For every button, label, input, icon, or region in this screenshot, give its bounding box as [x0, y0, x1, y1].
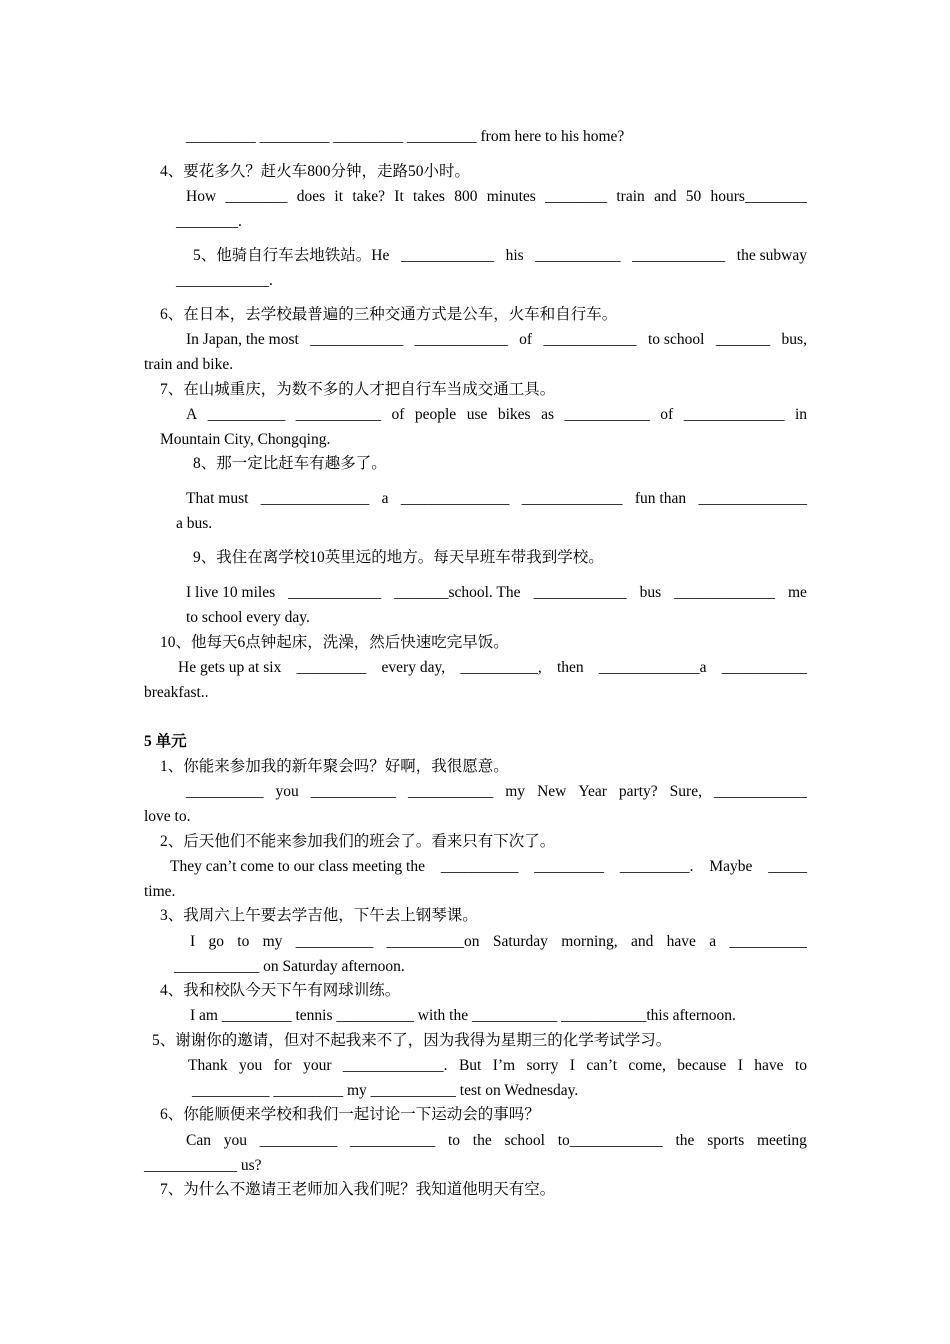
word: then: [556, 659, 584, 676]
word: have: [666, 933, 696, 950]
q8-chinese: 8、那一定比赶车有趣多了。: [193, 455, 387, 472]
word: the: [675, 1132, 695, 1149]
word: the: [472, 1132, 492, 1149]
u5-chinese: 5、谢谢你的邀请，但对不起我来不了，因为我得为星期三的化学考试学习。: [152, 1032, 672, 1049]
word: __________on: [386, 933, 480, 950]
word: go: [208, 933, 224, 950]
word: _________: [296, 659, 367, 676]
word: ____________: [400, 247, 494, 264]
word: for: [273, 1057, 292, 1074]
word: to: [237, 933, 250, 950]
word: in: [794, 406, 807, 423]
q7-english-line2: Mountain City, Chongqing.: [160, 431, 331, 448]
q10-english-line2: breakfast..: [144, 684, 209, 701]
word: They can’t come to our class meeting the: [170, 858, 425, 875]
word: __________: [259, 1132, 338, 1149]
word: _______school. The: [394, 584, 521, 601]
word: ___________: [535, 247, 621, 264]
word: of: [519, 331, 533, 348]
q5-line1: [193, 246, 807, 266]
u1-chinese: 1、你能来参加我的新年聚会吗？好啊，我很愿意。: [160, 758, 509, 775]
u1-english-line2: love to.: [144, 808, 191, 825]
word: ____________: [543, 331, 637, 348]
u3-chinese: 3、我周六上午要去学吉他，下午去上钢琴课。: [160, 907, 478, 924]
word: every day,: [381, 659, 446, 676]
word: __________,: [460, 659, 542, 676]
word: But: [458, 1057, 482, 1074]
word: ____________: [310, 331, 404, 348]
word: because: [677, 1057, 727, 1074]
word: _______: [715, 331, 771, 348]
word: I: [737, 1057, 743, 1074]
word: He gets up at six: [178, 659, 282, 676]
word: __________: [207, 406, 286, 423]
word: ___________: [408, 783, 494, 800]
word: a: [709, 933, 717, 950]
word: _____________: [683, 406, 785, 423]
q6-chinese: 6、在日本，去学校最普遍的三种交通方式是公车，火车和自行车。: [160, 306, 618, 323]
word: ___________: [295, 406, 381, 423]
word: I: [190, 933, 196, 950]
u2-chinese: 2、后天他们不能来参加我们的班会了。看来只有下次了。: [160, 833, 556, 850]
word: Year: [578, 783, 607, 800]
word: have: [754, 1057, 784, 1074]
word: to school: [647, 331, 705, 348]
u2-english-line2: time.: [144, 883, 176, 900]
word: use: [466, 406, 488, 423]
word: and: [654, 188, 677, 205]
word: sports: [707, 1132, 745, 1149]
word: bus: [639, 584, 662, 601]
word: Sure,: [669, 783, 702, 800]
word: bus,: [781, 331, 807, 348]
word: meeting: [756, 1132, 807, 1149]
word: ___________: [721, 659, 807, 676]
word: __________: [295, 933, 374, 950]
word: _____________: [674, 584, 775, 601]
word: ___________: [310, 783, 396, 800]
word: How: [186, 188, 217, 205]
word: _________.: [619, 858, 694, 875]
word: his: [505, 247, 524, 264]
u3-english-line1: [190, 932, 807, 952]
word: and: [630, 933, 654, 950]
u7-chinese: 7、为什么不邀请王老师加入我们呢？我知道他明天有空。: [160, 1181, 556, 1198]
q7-chinese: 7、在山城重庆，为数不多的人才把自行车当成交通工具。: [160, 381, 556, 398]
word: takes: [413, 188, 445, 205]
word: I live 10 miles: [186, 584, 276, 601]
word: my: [262, 933, 283, 950]
q4-chinese: 4、要花多久？赶火车800分钟，走路50小时。: [160, 163, 471, 180]
word: ____________: [414, 331, 508, 348]
word: morning,: [561, 933, 618, 950]
word: Thank: [188, 1057, 228, 1074]
q4-english-line2: ________.: [176, 213, 242, 230]
word: 50: [685, 188, 702, 205]
u1-english-line1: [186, 782, 807, 802]
word: to: [447, 1132, 461, 1149]
word: to____________: [557, 1132, 663, 1149]
word: __________: [440, 858, 519, 875]
word: It: [394, 188, 404, 205]
q5-line2: ____________.: [176, 272, 273, 289]
word: _____________: [521, 490, 623, 507]
word: of: [660, 406, 674, 423]
word: my: [505, 783, 526, 800]
word: __________: [186, 783, 264, 800]
word: _________: [534, 858, 604, 875]
word: your: [303, 1057, 332, 1074]
word: me: [788, 584, 807, 601]
u6-chinese: 6、你能顺便来学校和我们一起讨论一下运动会的事吗？: [160, 1106, 540, 1123]
word: In Japan, the most: [186, 331, 299, 348]
word: you: [275, 783, 299, 800]
word: take?: [352, 188, 386, 205]
word: ____________: [713, 783, 807, 800]
word: __________: [729, 933, 807, 950]
word: ____________: [632, 247, 726, 264]
u5-english-line1: [188, 1056, 807, 1076]
q9-chinese: 9、我住在离学校10英里远的地方。每天早班车带我到学校。: [193, 549, 604, 566]
word: come,: [628, 1057, 666, 1074]
word: ___________: [564, 406, 650, 423]
word: ______________: [400, 490, 510, 507]
word: Can: [186, 1132, 211, 1149]
word: ________: [225, 188, 288, 205]
word: as: [541, 406, 555, 423]
word: ___________: [349, 1132, 436, 1149]
word: I’m: [492, 1057, 516, 1074]
word: I: [569, 1057, 575, 1074]
q10-chinese: 10、他每天6点钟起床，洗澡，然后快速吃完早饭。: [160, 634, 509, 651]
word: Saturday: [492, 933, 548, 950]
q10-english-line1: [178, 658, 807, 678]
q7-english-line1: [186, 405, 807, 425]
word: _____________a: [598, 659, 707, 676]
word: hours________: [710, 188, 807, 205]
word: can’t: [586, 1057, 618, 1074]
word: people: [414, 406, 457, 423]
word: the subway: [736, 247, 807, 264]
word: you: [223, 1132, 247, 1149]
word: A: [186, 406, 198, 423]
word: ______________: [698, 490, 807, 507]
word: ________: [545, 188, 608, 205]
word: party?: [618, 783, 658, 800]
u2-english-line1: [170, 857, 807, 877]
u6-english-line1: [186, 1131, 807, 1151]
word: does: [296, 188, 326, 205]
word: 800: [454, 188, 478, 205]
word: 5、他骑自行车去地铁站。He: [193, 247, 390, 264]
word: New: [537, 783, 567, 800]
u6-english-line2: ____________ us?: [144, 1157, 262, 1174]
word: ____________: [533, 584, 627, 601]
word: fun than: [634, 490, 687, 507]
word: it: [334, 188, 344, 205]
word: That must: [186, 490, 249, 507]
q6-english-line1: [186, 330, 807, 350]
word: a: [381, 490, 389, 507]
u3-english-line2: ___________ on Saturday afternoon.: [174, 958, 405, 975]
unit-5-heading: 5 单元: [144, 733, 187, 750]
word: _____________.: [342, 1057, 448, 1074]
word: bikes: [497, 406, 531, 423]
word: school: [504, 1132, 545, 1149]
q9-english-line2: to school every day.: [186, 609, 310, 626]
u4-english: I am _________ tennis __________ with the ___________ ___________this afternoon.: [190, 1007, 736, 1024]
word: minutes: [486, 188, 536, 205]
q8-english-line1: [186, 489, 807, 509]
line-1: _________ _________ _________ _________ from here to his home?: [186, 128, 625, 145]
word: _____: [768, 858, 807, 875]
q4-english-line1: [186, 187, 807, 207]
word: you: [239, 1057, 263, 1074]
q6-english-line2: train and bike.: [144, 356, 234, 373]
word: sorry: [526, 1057, 559, 1074]
u4-chinese: 4、我和校队今天下午有网球训练。: [160, 982, 401, 999]
word: ____________: [288, 584, 382, 601]
word: to: [794, 1057, 807, 1074]
word: of: [391, 406, 405, 423]
word: Maybe: [709, 858, 753, 875]
q9-english-line1: [186, 583, 807, 603]
u5-english-line2: __________ _________ my ___________ test on Wednesday.: [192, 1082, 579, 1099]
word: ______________: [260, 490, 370, 507]
word: train: [616, 188, 645, 205]
q8-english-line2: a bus.: [176, 515, 213, 532]
